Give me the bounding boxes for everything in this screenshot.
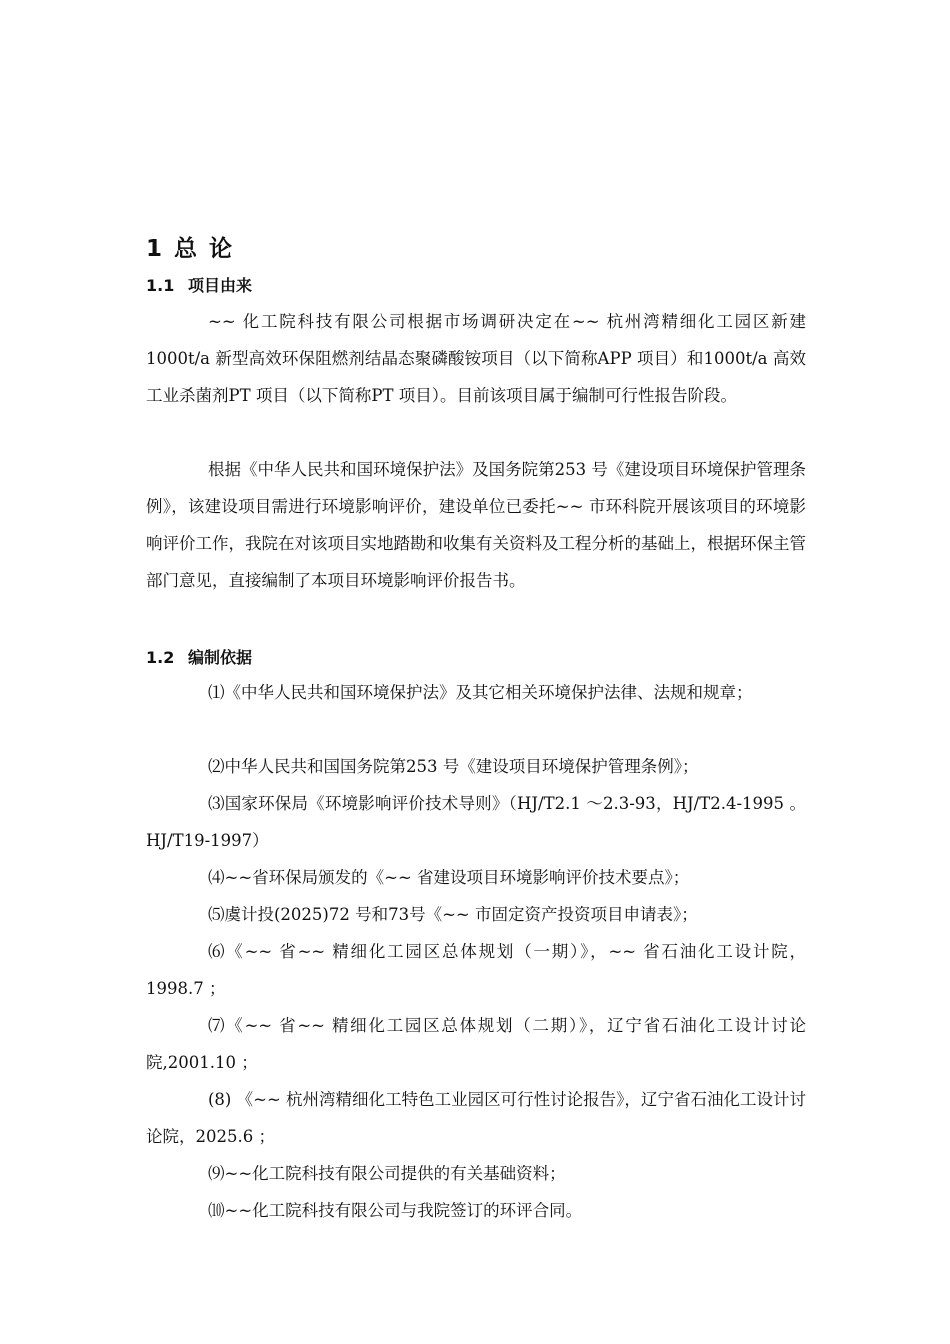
section-heading [146, 273, 252, 296]
list-item: (8) 《~~ 杭州湾精细化工特色工业园区可行性讨论报告》，辽宁省石油化工设计讨论院，2025.6 ； [146, 1090, 806, 1146]
list-item: ⑺《~~ 省~~ 精细化工园区总体规划（二期）》，辽宁省石油化工设计讨论院,2001.10 ； [146, 1016, 806, 1072]
section-heading [146, 645, 252, 668]
section-title: 项目由来 [188, 276, 253, 295]
list-item: ⑴《中华人民共和国环境保护法》及其它相关环境保护法律、法规和规章； [208, 683, 753, 702]
chapter-title: 1 总 论 [146, 236, 235, 262]
list-item: ⑷~~省环保局颁发的《~~ 省建设项目环境影响评价技术要点》； [208, 868, 690, 887]
paragraph: ~~ 化工院科技有限公司根据市场调研决定在~~ 杭州湾精细化工园区新建1000t/a 新型高效环保阻燃剂结晶态聚磷酸铵项目（以下简称APP 项目）和1000t/a 高效工业杀菌剂PT 项目（以下简称PT 项目）。目前该项目属于编制可行性报告阶段。 [146, 312, 807, 405]
list-item: ⑽~~化工院科技有限公司与我院签订的环评合同。 [208, 1201, 583, 1220]
list-item: ⑹《~~ 省~~ 精细化工园区总体规划（一期）》，~~ 省石油化工设计院，1998.7 ； [146, 942, 806, 998]
section-number: 1.2 [146, 648, 175, 667]
list-item: ⑶国家环保局《环境影响评价技术导则》（HJ/T2.1 ～2.3-93，HJ/T2.4-1995 。HJ/T19-1997） [146, 794, 806, 850]
list-item: ⑸虞计投(2025)72 号和73号《~~ 市固定资产投资项目申请表》； [208, 905, 698, 924]
list-item: ⑼~~化工院科技有限公司提供的有关基础资料； [208, 1164, 566, 1183]
section-number: 1.1 [146, 276, 175, 295]
list-item: ⑵中华人民共和国国务院第253 号《建设项目环境保护管理条例》； [208, 757, 699, 776]
paragraph: 根据《中华人民共和国环境保护法》及国务院第253 号《建设项目环境保护管理条例》，该建设项目需进行环境影响评价，建设单位已委托~~ 市环科院开展该项目的环境影响评价工作，我院在对该项目实地踏勘和收集有关资料及工程分析的基础上，根据环保主管部门意见，直接编制了本项目环境影响评价报告书。 [146, 460, 806, 590]
section-title: 编制依据 [188, 648, 253, 667]
